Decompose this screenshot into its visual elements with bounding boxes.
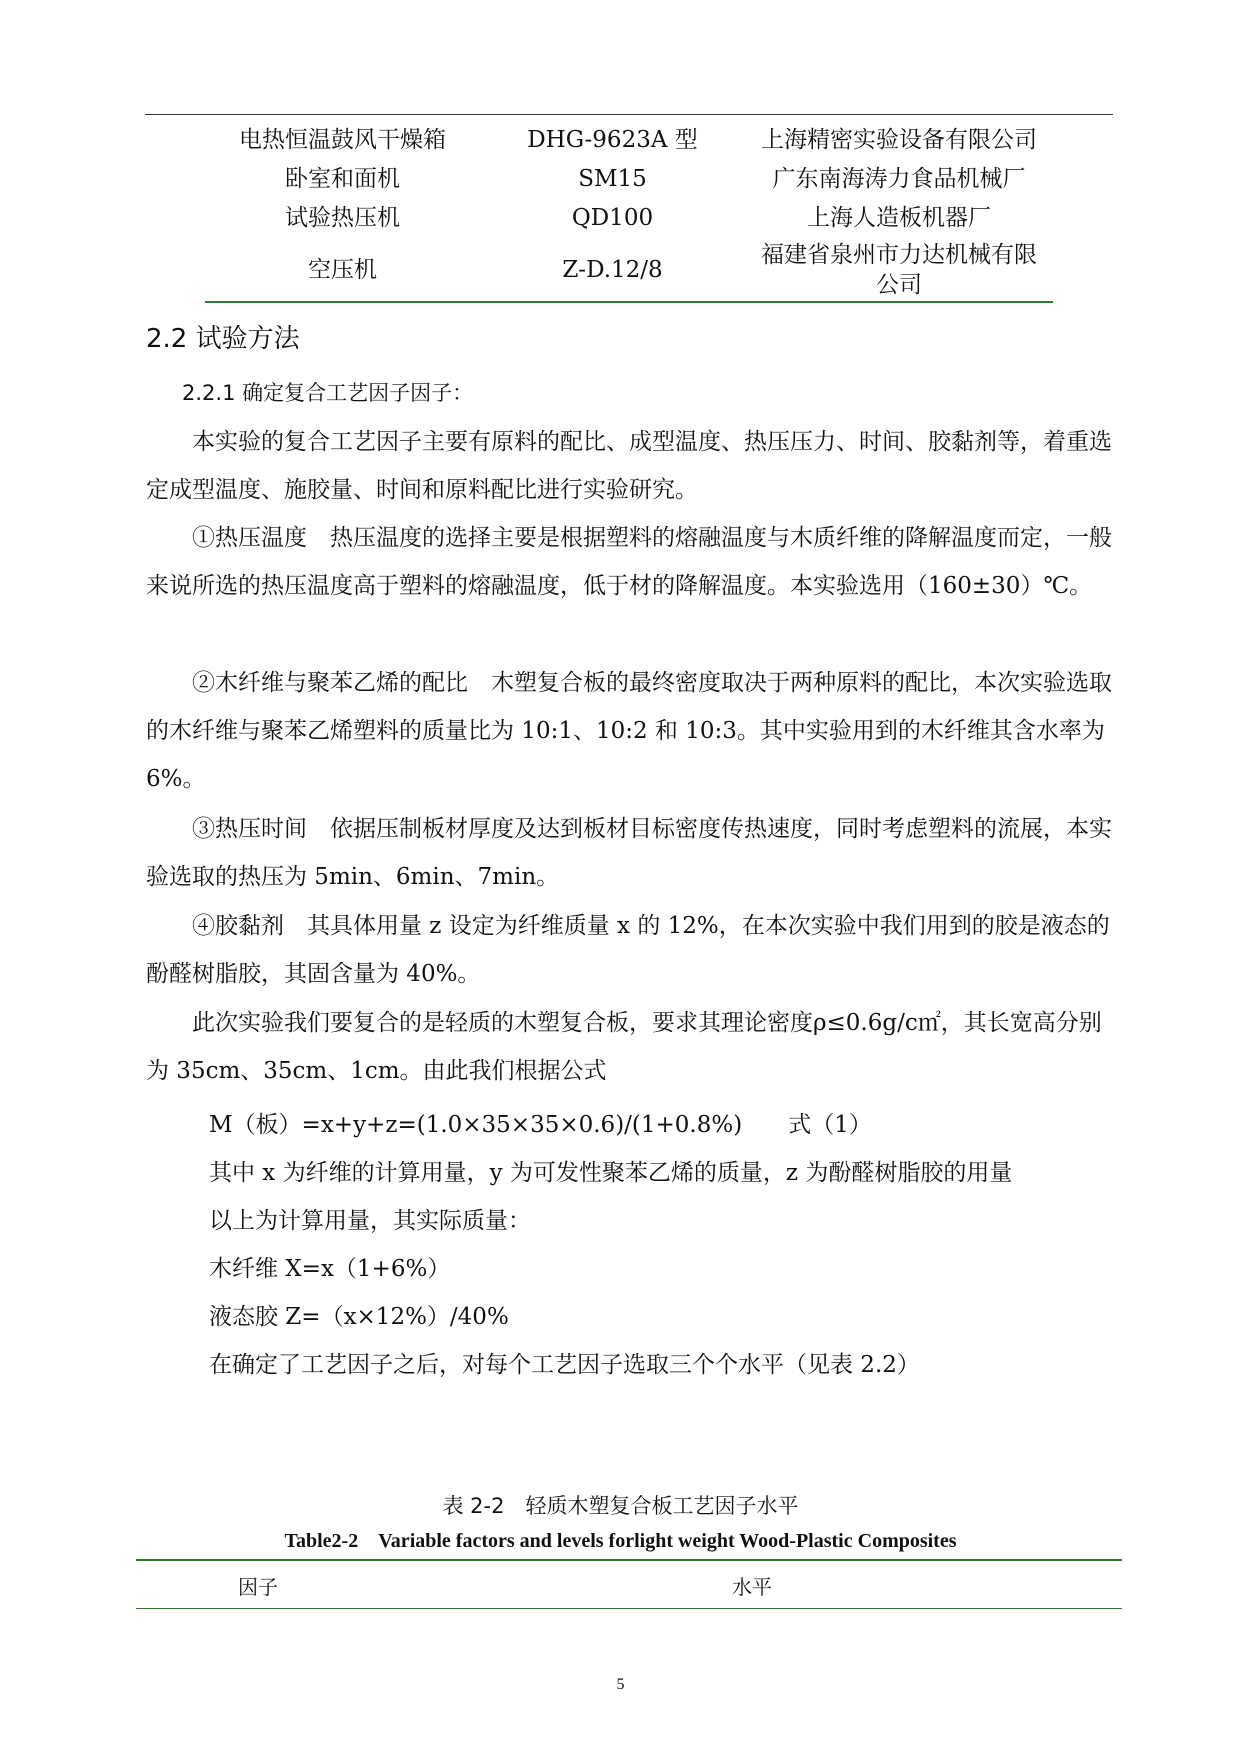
equipment-table <box>205 120 1053 303</box>
paragraph-intro: 本实验的复合工艺因子主要有原料的配比、成型温度、热压压力、时间、胶黏剂等，着重选定成型温度、施胶量、时间和原料配比进行实验研究。 <box>146 429 1112 503</box>
page-header-rule <box>145 114 1113 115</box>
page-number: 5 <box>616 1676 625 1693</box>
equipment-model: DHG-9623A 型 <box>527 126 698 153</box>
table2-top-rule <box>136 1559 1122 1561</box>
paragraph-density: 此次实验我们要复合的是轻质的木塑复合板，要求其理论密度ρ≤0.6g/c㎡，其长宽高分别为 35cm、35cm、1cm。由此我们根据公式 <box>146 1010 1102 1084</box>
table-row <box>205 237 1053 303</box>
section-title: 2.2 试验方法 <box>146 324 300 354</box>
equipment-name: 空压机 <box>308 257 377 283</box>
formula-explanation: 其中 x 为纤维的计算用量，y 为可发性聚苯乙烯的质量，z 为酚醛树脂胶的用量 <box>209 1160 1013 1186</box>
equipment-maker: 上海人造板机器厂 <box>807 204 991 231</box>
maker-line-2: 公司 <box>876 272 922 298</box>
table-caption-cn: 表 2-2 轻质木塑复合板工艺因子水平 <box>442 1494 799 1518</box>
table2-header-rule <box>136 1608 1122 1609</box>
equipment-model: QD100 <box>571 204 654 231</box>
subsection-title: 2.2.1 确定复合工艺因子因子： <box>182 381 474 405</box>
fiber-formula: 木纤维 X=x（1+6%） <box>209 1256 451 1282</box>
table-caption-en: Table2-2 Variable factors and levels forlight weight Wood-Plastic Composites <box>284 1530 957 1552</box>
equipment-maker: 上海精密实验设备有限公司 <box>761 126 1037 153</box>
equipment-maker: 广东南海涛力食品机械厂 <box>772 165 1026 192</box>
paragraph-time: ③热压时间 依据压制板材厚度及达到板材目标密度传热速度，同时考虑塑料的流展，本实验选取的热压为 5min、6min、7min。 <box>146 816 1112 890</box>
levels-sentence: 在确定了工艺因子之后，对每个工艺因子选取三个个水平（见表 2.2） <box>209 1352 920 1378</box>
glue-formula: 液态胶 Z=（x×12%）/40% <box>209 1304 509 1330</box>
paragraph-ratio: ②木纤维与聚苯乙烯的配比 木塑复合板的最终密度取决于两种原料的配比，本次实验选取的木纤维与聚苯乙烯塑料的质量比为 10:1、10:2 和 10:3。其中实验用到的木纤维其含水率为 6%。 <box>146 670 1112 792</box>
equipment-model: Z-D.12/8 <box>562 257 663 283</box>
equipment-model: SM15 <box>578 165 647 192</box>
paragraph-temperature: ①热压温度 热压温度的选择主要是根据塑料的熔融温度与木质纤维的降解温度而定，一般来说所选的热压温度高于塑料的熔融温度，低于材的降解温度。本实验选用（160±30）℃。 <box>146 525 1112 599</box>
equipment-name: 卧室和面机 <box>285 165 400 192</box>
table-row <box>205 198 1053 237</box>
paragraph-adhesive: ④胶黏剂 其具体用量 z 设定为纤维质量 x 的 12%，在本次实验中我们用到的胶是液态的酚醛树脂胶，其固含量为 40%。 <box>146 913 1110 987</box>
equipment-name: 试验热压机 <box>285 204 400 231</box>
equipment-name: 电热恒温鼓风干燥箱 <box>239 126 446 153</box>
equipment-maker <box>745 237 1053 303</box>
table-row <box>205 159 1053 198</box>
maker-line-1: 福建省泉州市力达机械有限 <box>761 242 1037 268</box>
actual-mass-intro: 以上为计算用量，其实际质量： <box>209 1208 531 1234</box>
formula-line: M（板）=x+y+z=(1.0×35×35×0.6)/(1+0.8%) 式（1） <box>209 1112 872 1138</box>
table-row <box>205 120 1053 159</box>
equipment-table-bottom-rule <box>205 301 1053 303</box>
table2-header-factor: 因子 <box>238 1575 278 1599</box>
table2-header-level: 水平 <box>732 1575 772 1599</box>
